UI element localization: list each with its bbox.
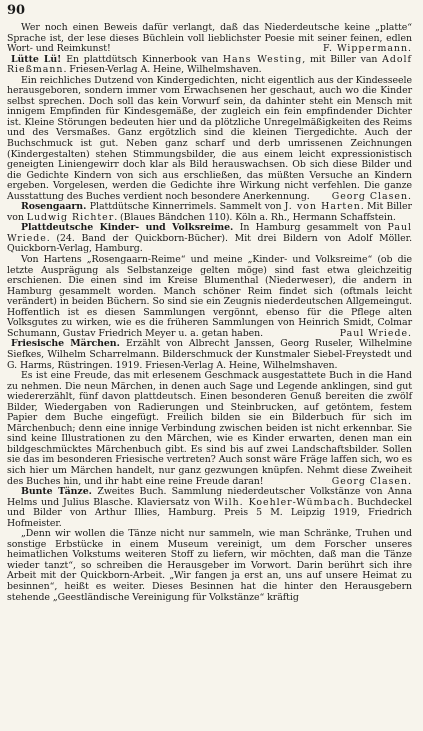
section-heading: Rosengaarn.: [21, 201, 90, 213]
spaced-name: Wilh. Koehler-Wümbach: [214, 496, 351, 508]
text-run: , mit Biller van: [302, 53, 383, 65]
paragraph-p5: [7, 223, 412, 255]
paragraph-p1: [7, 23, 412, 55]
section-heading: Bunte Tänze.: [21, 486, 98, 498]
spaced-name: Ludwig Richter: [26, 211, 115, 223]
spaced-name: Paul Wriede: [7, 222, 412, 244]
text-run: Von Hartens „Rosengaarn-Reime“ und meine „Kinder- und Volksreime“ (ob die letzte Ausprägung als Selbstanzeige gelten möge) sind fast etwa gleichzeitig erschienen. Die einen sind im Kreise Blumenthal (Niederweser), die andern in Hamburg gesammelt worden. Manch schöner Reim findet sich (oftmals leicht verändert) in beiden Büchern. So sind sie ein Zeugnis niederdeutschen Allgemeingut. Hoffentlich ist es diesen Sammlungen vergönnt, ebenso für die Pflege alten Volksgutes zu wirken, wie es die früheren Sammlungen von Heinrich Smidt, Colmar Schumann, Gustav Friedrich Meyer u. a. getan haben.: [7, 254, 412, 339]
text-run: „Denn wir wollen die Tänze nicht nur sammeln, wie man Schränke, Truhen und sonstige Erbstücke in einem Museum vereinigt, um dem Forscher unseres heimatlichen Volkstums weiteren Stoff zu liefern, wir möchten, daß man die Tänze wieder tanzt“, so schreiben die Herausgeber im Vorwort. Darin berührt sich ihre Arbeit mit der Quickborn-Arbeit. „Wir fangen ja erst an, uns auf unsere Heimat zu besinnen“, heißt es weiter. Dieses Besinnen hat die hinter den Herausgebern stehende „Geestländische Vereinigung für Volkstänze“ kräftig: [7, 528, 412, 603]
text-run: Es ist eine Freude, das mit erlesenem Geschmack ausgestattete Buch in die Hand zu nehmen. Die neun Märchen, in denen auch Sage und Legende anklingen, sind gut wiedererzählt, fünf davon plattdeutsch. Einen besonderen Genuß bereiten die zwölf Bilder, Wiedergaben von Radierungen und Steinbrucken, auf getöntem, festem Papier dem Buche eingefügt. Freilich bilden sie ein Bilderbuch für sich im Märchenbuch; denn eine innige Verbindung zwischen beiden ist nicht erkennbar. Sie sind keine Illustrationen zu den Märchen, wie es Kinder erwarten, denen man ein bildgeschmücktes Märchenbuch gibt. Es sind bis auf zwei Landschaftsbilder. Sollen sie das im besonderen Friesische vertreten? Auch sonst wäre Fräge laffen sich, wo es sich hier um Märchen handelt, nur ganz gezwungen knüpfen. Nehmt diese Zweiheit des Buches hin, und ihr habt eine reine Freude daran!: [7, 370, 412, 487]
text-run: . (Blaues Bändchen 110). Köln a. Rh., Hermann Schaffstein.: [114, 211, 396, 223]
text-run: Wer noch einen Beweis dafür verlangt, daß das Niederdeutsche keine „platte“ Sprache ist, der lese dieses Büchlein voll lieblichster Poesie mit seiner feinen, edlen Wort- und Reimkunst!: [7, 22, 412, 55]
text-run: . Mit Biller von: [7, 201, 412, 223]
text-run: Ein reichliches Dutzend von Kindergedichten, nicht eigentlich aus der Kindesseele herausgeboren, sondern immer vom Erwachsenen her geschaut, auch wo die Kinder selbst sprechen. Doch soll das kein Vorwurf sein, da dahinter steht ein Mensch mit innigem Empfinden für Kindesgemäße, der zugleich ein fein empfindender Dichter ist. Kleine Störungen bedeuten hier und da plötzliche Unregelmäßigkeiten des Reims und des Versmaßes. Ganz ergötzlich sind die kleinen Tiergedichte. Auch der Buchschmuck ist gut. Neben ganz scharf und derb umrissenen Zeichnungen (Kindergestalten) stehen Stimmungsbilder, die aus einem leicht expressionistisch geneigten Liniengewirr doch klar als Bild herauswachsen. Ob sich diese Bilder und die Gedichte Kindern von sich aus erschließen, das müßten Versuche an Kindern ergeben. Vorgelesen, werden die Gedichte ihre Wirkung nicht verfehlen. Die ganze Ausstattung des Buches verdient noch besondere Anerkennung.: [7, 74, 412, 202]
text-run: In Hamburg gesammelt von: [239, 222, 388, 234]
paragraph-p7: [7, 339, 412, 371]
paragraph-p3: [7, 76, 412, 203]
spaced-name: Georg Clasen.: [331, 190, 412, 202]
page-number: 90: [7, 3, 26, 18]
paragraph-p9: [7, 487, 412, 529]
spaced-name: F. Wippermann.: [322, 43, 412, 55]
paragraph-p6: [7, 255, 412, 339]
text-run: Zweites Buch. Sammlung niederdeutscher Volkstänze von Anna Helms und Julius Blasche. Klaviersatz von: [7, 486, 412, 508]
paragraph-p10: [7, 529, 412, 603]
text-run: . (24. Band der Quickborn-Bücher). Mit drei Bildern von Adolf Möller. Quickborn-Verlag, Hamburg.: [7, 232, 412, 255]
spaced-name: Hans Westing: [222, 53, 303, 65]
paragraph-p8: [7, 371, 412, 487]
text-run: . Buchdeckel und Bilder von Arthur Illies, Hamburg. Preis 5 M. Leipzig 1919, Friedrich Hofmeister.: [7, 496, 412, 529]
section-heading: Lütte Lü!: [11, 53, 67, 65]
text-run: Erzählt von Albrecht Janssen, Georg Ruseler, Wilhelmine Siefkes, Wilhelm Scharrelmann. Bilderschmuck der Kunstmaler Siebel-Freystedt und G. Harms, Rüstringen. 1919. Friesen-Verlag A. Heine, Wilhelmshaven.: [7, 338, 412, 371]
spaced-name: Georg Clasen.: [331, 475, 412, 487]
paragraph-p2: [7, 55, 412, 76]
text-run: En plattdütsch Kinnerbook van: [66, 53, 223, 65]
spaced-name: Paul Wriede.: [339, 327, 412, 339]
text-run: Plattdütsche Kinnerrimels. Sammelt von: [89, 201, 285, 213]
page-body: [7, 23, 412, 603]
spaced-name: J. von Harten: [284, 201, 361, 213]
section-heading: Friesische Märchen.: [11, 338, 126, 350]
spaced-name: Adolf Rießmann: [7, 53, 412, 76]
section-heading: Plattdeutsche Kinder- und Volksreime.: [21, 222, 240, 234]
text-run: . Friesen-Verlag A. Heine, Wilhelmshaven.: [63, 64, 262, 76]
paragraph-p4: [7, 202, 412, 223]
